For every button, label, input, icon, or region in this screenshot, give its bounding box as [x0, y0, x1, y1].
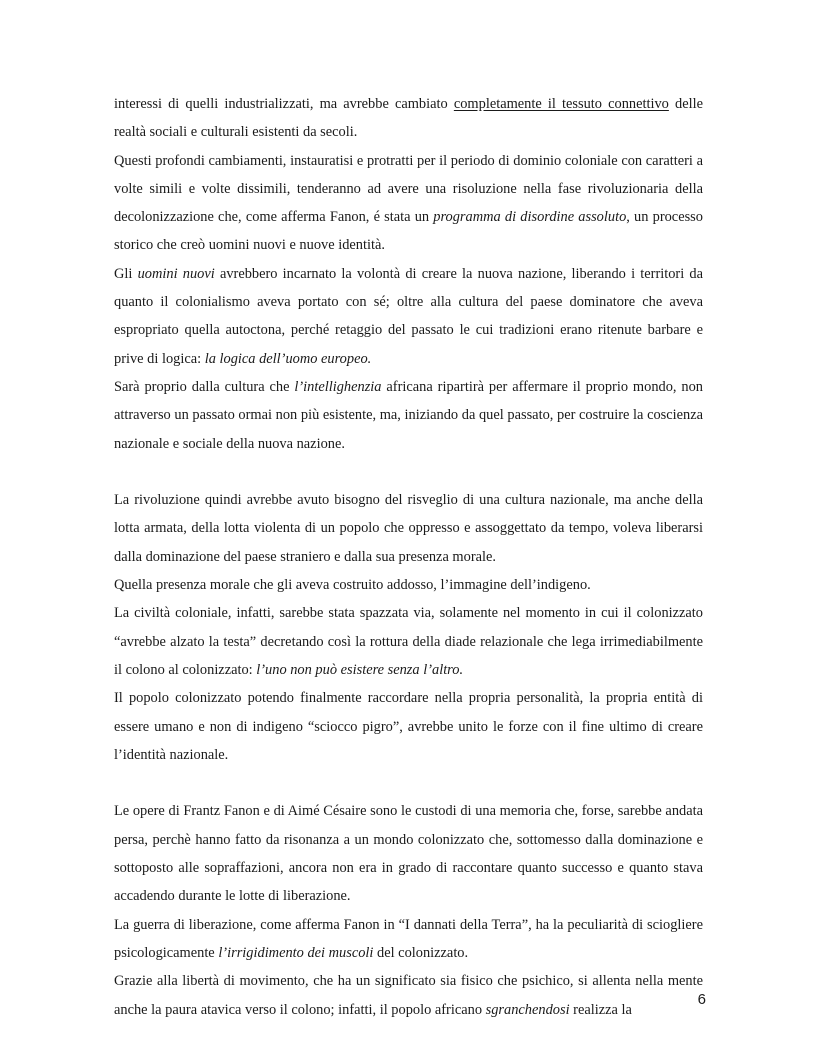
- italic-text-run: programma di disordine assoluto: [433, 209, 627, 226]
- paragraph: [114, 147, 703, 260]
- underlined-text-run: completamente il tessuto connettivo: [453, 96, 669, 112]
- italic-text-run: l’uno non può esistere senza l’altro.: [256, 661, 464, 678]
- paragraph: [114, 797, 703, 910]
- text-run: La guerra di liberazione, come afferma Fanon in “I dannati della Terra”, ha la peculiarità di sciogliere psicologicamente: [114, 916, 703, 961]
- text-run: La civiltà coloniale, infatti, sarebbe stata spazzata via, solamente nel momento in cui il colonizzato “avrebbe alzato la testa” decretando così la rottura della diade relazionale che lega irrimediabilmente il colono al colonizzato:: [114, 605, 703, 678]
- text-run: Sarà proprio dalla cultura che: [114, 378, 295, 395]
- page-number: 6: [697, 991, 706, 1008]
- paragraph: [114, 373, 703, 458]
- italic-text-run: l’irrigidimento dei muscoli: [218, 944, 374, 961]
- text-run: africana ripartirà per affermare il proprio mondo, non attraverso un passato ormai non più esistente, ma, iniziando da quel passato, per costruire la coscienza nazionale e sociale della nuova nazione.: [114, 378, 703, 452]
- text-run: Le opere di Frantz Fanon e di Aimé Césaire sono le custodi di una memoria che, forse, sarebbe andata persa, perchè hanno fatto da risonanza a un mondo colonizzato che, sottomesso dalla dominazione e sottoposto alle sopraffazioni, ancora non era in grado di raccontare quanto successo e quanto stava accadendo durante le lotte di liberazione.: [114, 803, 703, 905]
- text-run: del colonizzato.: [373, 944, 469, 961]
- paragraph: [114, 571, 703, 599]
- paragraph: [114, 486, 703, 571]
- text-run: delle realtà sociali e culturali esistenti da secoli.: [114, 96, 703, 141]
- paragraph: [114, 967, 703, 1024]
- italic-text-run: l’intellighenzia: [294, 378, 382, 395]
- body-text: [114, 90, 703, 1024]
- text-run: Questi profondi cambiamenti, instauratisi e protratti per il periodo di dominio coloniale con caratteri a volte simili e volte dissimili, tenderanno ad avere una risoluzione nella fase rivoluzionaria della decolonizzazione che, come afferma Fanon, é stata un: [114, 152, 703, 226]
- text-run: avrebbero incarnato la volontà di creare la nuova nazione, liberando i territori da quanto il colonialismo aveva portato con sé; oltre alla cultura del paese dominatore che aveva espropriato quella autoctona, perché retaggio del passato le cui tradizioni erano ritenute barbare e prive di logica:: [114, 265, 703, 367]
- text-run: , un processo storico che creò uomini nuovi e nuove identità.: [114, 209, 703, 254]
- italic-text-run: sgranchendosi: [485, 1001, 570, 1018]
- paragraph: [114, 684, 703, 769]
- italic-text-run: la logica dell’uomo europeo.: [204, 350, 372, 367]
- text-run: Il popolo colonizzato potendo finalmente raccordare nella propria personalità, la propria entità di essere umano e non di indigeno “sciocco pigro”, avrebbe unito le forze con il fine ultimo di creare l’identità nazionale.: [114, 690, 703, 763]
- text-run: realizza la: [569, 1001, 632, 1018]
- paragraph: [114, 911, 703, 968]
- italic-text-run: uomini nuovi: [137, 265, 215, 282]
- text-run: Quella presenza morale che gli aveva costruito addosso, l’immagine dell’indigeno.: [114, 577, 591, 594]
- text-run: Grazie alla libertà di movimento, che ha un significato sia fisico che psichico, si allenta nella mente anche la paura atavica verso il colono; infatti, il popolo africano: [114, 973, 703, 1018]
- paragraph: [114, 260, 703, 373]
- paragraph: [114, 90, 703, 147]
- text-run: interessi di quelli industrializzati, ma avrebbe cambiato: [114, 96, 454, 112]
- paragraph: [114, 599, 703, 684]
- text-run: La rivoluzione quindi avrebbe avuto bisogno del risveglio di una cultura nazionale, ma anche della lotta armata, della lotta violenta di un popolo che oppresso e assoggettato da tempo, voleva liberarsi dalla dominazione del paese straniero e dalla sua presenza morale.: [114, 492, 703, 565]
- text-run: Gli: [114, 265, 138, 282]
